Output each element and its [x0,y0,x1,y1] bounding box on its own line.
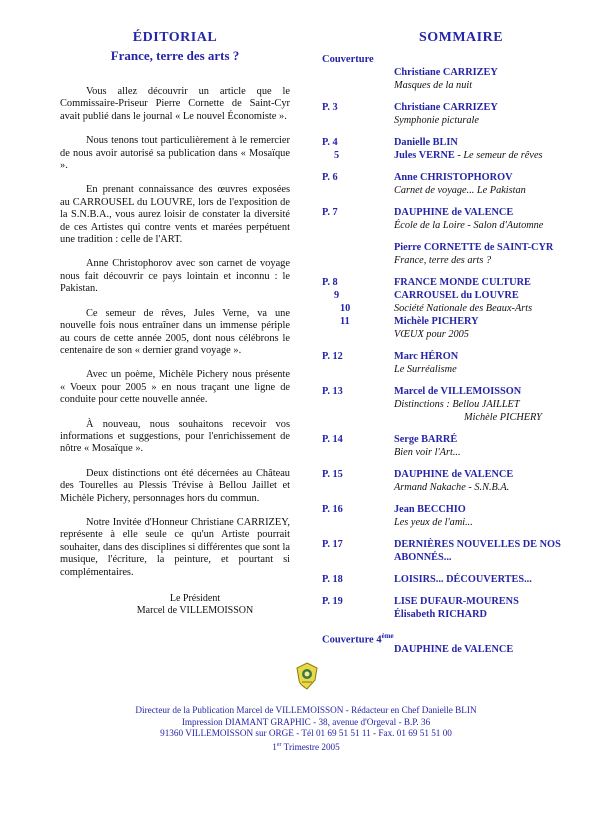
toc-page: 10 [340,303,351,314]
toc-entry[interactable] [322,206,600,219]
toc-entry[interactable] [322,136,600,149]
toc-entry[interactable] [322,149,600,162]
toc-subtitle: Michèle PICHERY [464,412,542,423]
toc-page: 11 [340,316,350,327]
toc-subtitle-row [322,184,600,197]
toc-page: P. 6 [322,172,338,183]
footer [0,705,612,753]
editorial-paragraph: Avec un poème, Michèle Pichery nous présente « Voeux pour 2005 » en nous traçant une ligne de conduite pour cette nouvelle année. [60,369,290,406]
toc-entry[interactable] [322,643,600,656]
toc-author: LOISIRS... DÉCOUVERTES... [394,574,532,585]
editorial-paragraph: À nouveau, nous souhaitons recevoir vos informations et suggestions, pour l'enrichissement de nôtre « Mosaïque ». [60,418,290,455]
toc-entry[interactable] [322,503,600,516]
toc-entry[interactable] [322,538,600,564]
editorial-column [60,30,290,617]
toc-author: Christiane CARRIZEY [394,102,498,113]
toc-author: Serge BARRÉ [394,434,458,445]
toc-entry[interactable] [322,433,600,446]
toc-subtitle: Le Surréalisme [394,364,457,375]
toc-subtitle: Bien voir l'Art... [394,447,461,458]
toc-subtitle-row [322,481,600,494]
toc-author: LISE DUFAUR-MOURENS [394,596,519,607]
emblem-icon [296,662,318,690]
toc-page: P. 4 [322,137,338,148]
toc-subtitle: Distinctions : Bellou JAILLET [394,399,520,410]
toc-author: FRANCE MONDE CULTURE [394,277,531,288]
toc-page: P. 15 [322,469,343,480]
toc-subtitle: Symphonie picturale [394,115,479,126]
sommaire-column [322,30,600,656]
toc-page: P. 8 [322,277,338,288]
toc-subtitle-row [322,79,600,92]
footer-line: Impression DIAMANT GRAPHIC - 38, avenue d'Orgeval - B.P. 36 [181,716,431,727]
toc-subtitle-row [322,516,600,529]
toc-entry[interactable] [322,608,600,621]
toc-entry[interactable] [322,315,600,328]
toc-entry[interactable] [322,289,600,302]
toc-entry[interactable] [322,573,600,586]
toc-page: P. 12 [322,351,343,362]
toc-author: Marc HÉRON [394,351,459,362]
toc-page: P. 14 [322,434,343,445]
toc-subtitle: Société Nationale des Beaux-Arts [394,303,533,314]
toc-page: P. 19 [322,596,343,607]
toc-subtitle-row [322,411,600,424]
toc-subtitle-row [322,446,600,459]
toc-entry[interactable] [322,66,600,79]
back-cover-label: Couverture 4ème [322,632,394,646]
editorial-paragraph: Notre Invitée d'Honneur Christiane CARRIZEY, représente à elle seule ce qu'un Artiste pourrait souhaiter, dans des disciplines si différentes que sont la musique, l'écriture, la peinture, et pourtant si complémentaires. [60,516,290,578]
toc-subtitle: Armand Nakache - S.N.B.A. [394,482,510,493]
toc-author: DAUPHINE de VALENCE [394,644,514,655]
toc-subtitle: - Le semeur de rêves [454,150,543,161]
toc-subtitle-row [322,328,600,341]
toc-subtitle: Masques de la nuit [394,80,473,91]
toc-subtitle: Carnet de voyage... Le Pakistan [394,185,526,196]
toc-page: P. 18 [322,574,343,585]
toc-subtitle: VŒUX pour 2005 [394,329,469,340]
editorial-paragraph: Nous tenons tout particulièrement à le remercier de nous avoir autorisé sa publication dans « Mosaïque ». [60,135,290,172]
toc-subtitle-row [322,363,600,376]
toc-author: CARROUSEL du LOUVRE [394,290,519,301]
toc-page: P. 13 [322,386,343,397]
toc-subtitle-row [322,254,600,267]
toc-subtitle: Les yeux de l'ami... [394,517,473,528]
toc-author: DERNIÈRES NOUVELLES DE NOS ABONNÉS... [394,539,561,563]
toc-page: 5 [334,150,340,161]
toc-author: Jean BECCHIO [394,504,466,515]
toc-page: 9 [334,290,340,301]
footer-line: 91360 VILLEMOISSON sur ORGE - Tél 01 69 51 51 11 - Fax. 01 69 51 51 00 [160,728,452,738]
signature-name: Marcel de VILLEMOISSON [136,605,254,616]
toc-author: Michèle PICHERY [394,316,479,327]
editorial-paragraph: En prenant connaissance des œuvres exposées au CARROUSEL du LOUVRE, lors de l'exposition de la S.N.B.A., vous aurez loisir de constater la diversité de ces Artistes qui contre vents et marées perpétuent une tradition : celle de l'ART. [60,184,290,246]
toc-subtitle: École de la Loire - Salon d'Automne [394,220,544,231]
toc-author: Élisabeth RICHARD [394,609,487,620]
toc-page: P. 3 [322,102,338,113]
toc-entry[interactable] [322,385,600,398]
toc-entry[interactable] [322,171,600,184]
toc-entry[interactable] [322,276,600,289]
toc-entry[interactable] [322,241,600,254]
toc-author: Danielle BLIN [394,137,458,148]
toc-author: DAUPHINE de VALENCE [394,207,514,218]
editorial-subheading: France, terre des arts ? [110,48,240,63]
toc-entry[interactable] [322,468,600,481]
editorial-paragraph: Deux distinctions ont été décernées au Château des Tourelles au Plessis Trévise à Bellou Jaillet et Michèle Pichery, personnages hors du commun. [60,467,290,504]
toc-subtitle-row [322,114,600,127]
footer-line: Directeur de la Publication Marcel de VILLEMOISSON - Rédacteur en Chef Danielle BLIN [135,705,477,715]
toc-author: Christiane CARRIZEY [394,67,498,78]
toc-entry[interactable] [322,302,600,315]
toc-subtitle-row [322,219,600,232]
signature [100,593,290,617]
editorial-paragraph: Anne Christophorov avec son carnet de voyage nous fait découvrir ce pays lointain et inconnu : le Pakistan. [60,258,290,295]
toc-page: P. 7 [322,207,338,218]
toc-author: Jules VERNE [394,150,455,161]
toc-page: P. 17 [322,539,343,550]
editorial-heading: ÉDITORIAL [132,30,218,45]
couverture-label: Couverture [322,54,374,65]
footer-line: 1er Trimestre 2005 [272,741,340,752]
sommaire-heading: SOMMAIRE [418,30,504,45]
toc-author: DAUPHINE de VALENCE [394,469,514,480]
toc-author: Anne CHRISTOPHOROV [394,172,513,183]
editorial-paragraph: Ce semeur de rêves, Jules Verne, va une nouvelle fois nous entraîner dans un immense périple au cours de cette année 2005, dont nous célébrons le centenaire de son « dernier grand voyage ». [60,307,290,356]
toc-author: Marcel de VILLEMOISSON [394,386,522,397]
toc-page: P. 16 [322,504,343,515]
toc-entry[interactable] [322,595,600,608]
toc-subtitle: France, terre des arts ? [394,255,492,266]
toc-entry[interactable] [322,350,600,363]
toc-entry[interactable] [322,101,600,114]
toc-author: Pierre CORNETTE de SAINT-CYR [394,242,554,253]
signature-title: Le Président [169,593,221,604]
editorial-paragraph: Vous allez découvrir un article que le Commissaire-Priseur Pierre Cornette de Saint-Cyr avait publié dans le journal « Le nouvel Économiste ». [60,86,290,122]
toc-subtitle-row [322,398,600,411]
